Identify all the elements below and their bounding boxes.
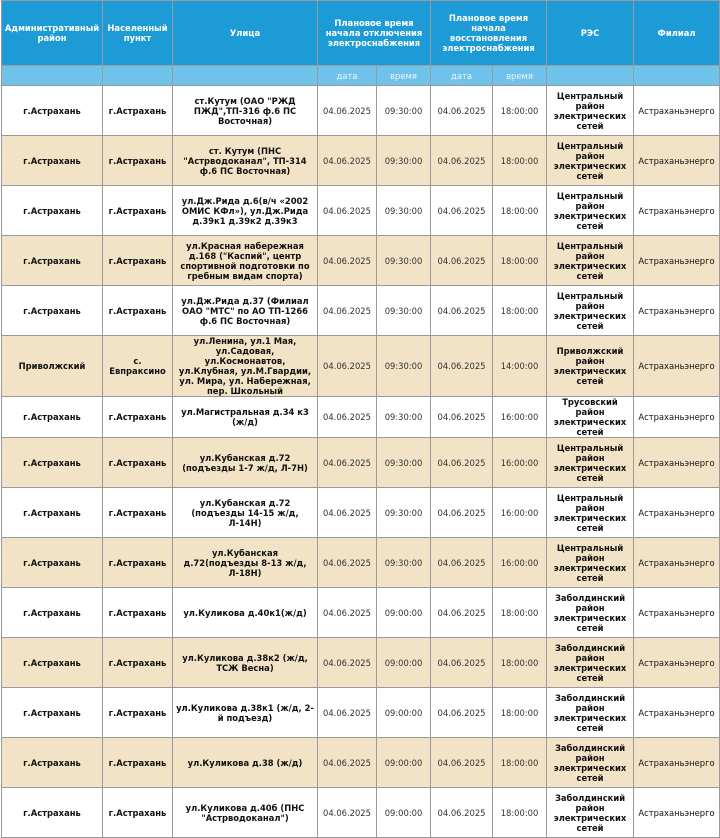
cell-street: ул.Куликова д.38 (ж/д): [173, 738, 318, 788]
cell-end-time: 18:00:00: [493, 688, 547, 738]
cell-district: г.Астрахань: [2, 538, 103, 588]
cell-res: Центральный район электрических сетей: [547, 236, 634, 286]
cell-branch: Астраханьэнерго: [634, 638, 720, 688]
cell-start-date: 04.06.2025: [318, 86, 377, 136]
cell-district: г.Астрахань: [2, 638, 103, 688]
table-row: [2, 286, 720, 336]
cell-start-time: 09:00:00: [377, 738, 431, 788]
cell-settlement: г.Астрахань: [103, 588, 173, 638]
cell-district: г.Астрахань: [2, 438, 103, 488]
cell-street: ул.Куликова д.40к1(ж/д): [173, 588, 318, 638]
table-row: [2, 397, 720, 438]
cell-end-time: 18:00:00: [493, 588, 547, 638]
cell-settlement: г.Астрахань: [103, 397, 173, 438]
subheader-empty: [2, 66, 103, 86]
cell-district: г.Астрахань: [2, 397, 103, 438]
cell-res: Заболдинский район электрических сетей: [547, 788, 634, 838]
cell-end-date: 04.06.2025: [431, 136, 493, 186]
subheader-empty: [173, 66, 318, 86]
cell-end-date: 04.06.2025: [431, 488, 493, 538]
cell-branch: Астраханьэнерго: [634, 136, 720, 186]
cell-settlement: г.Астрахань: [103, 438, 173, 488]
cell-branch: Астраханьэнерго: [634, 236, 720, 286]
cell-end-time: 14:00:00: [493, 336, 547, 397]
cell-settlement: г.Астрахань: [103, 638, 173, 688]
cell-branch: Астраханьэнерго: [634, 286, 720, 336]
cell-street: ул.Куликова д.38к2 (ж/д, ТСЖ Весна): [173, 638, 318, 688]
cell-start-date: 04.06.2025: [318, 788, 377, 838]
cell-branch: Астраханьэнерго: [634, 186, 720, 236]
cell-branch: Астраханьэнерго: [634, 86, 720, 136]
cell-settlement: г.Астрахань: [103, 738, 173, 788]
cell-street: ул.Куликова д.40б (ПНС "Астрводоканал"): [173, 788, 318, 838]
cell-settlement: с. Евпраксино: [103, 336, 173, 397]
cell-res: Приволжский район электрических сетей: [547, 336, 634, 397]
header-res: РЭС: [547, 1, 634, 66]
cell-res: Центральный район электрических сетей: [547, 538, 634, 588]
cell-branch: Астраханьэнерго: [634, 397, 720, 438]
cell-end-date: 04.06.2025: [431, 86, 493, 136]
cell-district: г.Астрахань: [2, 488, 103, 538]
cell-end-date: 04.06.2025: [431, 538, 493, 588]
table-row: [2, 336, 720, 397]
cell-end-time: 16:00:00: [493, 538, 547, 588]
subheader-empty: [634, 66, 720, 86]
cell-end-date: 04.06.2025: [431, 638, 493, 688]
cell-district: г.Астрахань: [2, 788, 103, 838]
cell-res: Центральный район электрических сетей: [547, 438, 634, 488]
cell-end-time: 18:00:00: [493, 186, 547, 236]
cell-branch: Астраханьэнерго: [634, 788, 720, 838]
cell-end-time: 18:00:00: [493, 236, 547, 286]
subheader-start-time: время: [377, 66, 431, 86]
cell-end-time: 18:00:00: [493, 136, 547, 186]
cell-start-time: 09:30:00: [377, 397, 431, 438]
cell-end-time: 18:00:00: [493, 788, 547, 838]
cell-start-time: 09:30:00: [377, 488, 431, 538]
cell-start-time: 09:00:00: [377, 688, 431, 738]
cell-settlement: г.Астрахань: [103, 488, 173, 538]
cell-end-time: 18:00:00: [493, 86, 547, 136]
cell-district: г.Астрахань: [2, 236, 103, 286]
cell-settlement: г.Астрахань: [103, 136, 173, 186]
cell-end-time: 16:00:00: [493, 438, 547, 488]
cell-end-time: 16:00:00: [493, 488, 547, 538]
cell-branch: Астраханьэнерго: [634, 438, 720, 488]
table-row: [2, 136, 720, 186]
cell-end-date: 04.06.2025: [431, 688, 493, 738]
cell-district: г.Астрахань: [2, 588, 103, 638]
subheader-row: [2, 66, 720, 86]
cell-street: ул.Дж.Рида д.6(в/ч «2002 ОМИС КФл»), ул.Дж.Рида д.39к1 д.39к2 д.39к3: [173, 186, 318, 236]
cell-end-time: 18:00:00: [493, 638, 547, 688]
cell-start-time: 09:30:00: [377, 538, 431, 588]
cell-end-date: 04.06.2025: [431, 738, 493, 788]
cell-start-time: 09:30:00: [377, 438, 431, 488]
cell-start-time: 09:30:00: [377, 136, 431, 186]
table-row: [2, 638, 720, 688]
outage-table: [1, 0, 720, 838]
cell-street: ул.Дж.Рида д.37 (Филиал ОАО "МТС" по АО ТП-1266 ф.6 ПС Восточная): [173, 286, 318, 336]
cell-street: ул.Магистральная д.34 к3 (ж/д): [173, 397, 318, 438]
cell-start-date: 04.06.2025: [318, 236, 377, 286]
cell-branch: Астраханьэнерго: [634, 488, 720, 538]
cell-start-date: 04.06.2025: [318, 538, 377, 588]
cell-district: г.Астрахань: [2, 688, 103, 738]
table-row: [2, 186, 720, 236]
cell-end-time: 18:00:00: [493, 286, 547, 336]
cell-start-time: 09:00:00: [377, 788, 431, 838]
subheader-end-time: время: [493, 66, 547, 86]
cell-start-date: 04.06.2025: [318, 638, 377, 688]
table-row: [2, 738, 720, 788]
cell-branch: Астраханьэнерго: [634, 688, 720, 738]
cell-res: Трусовский район электрических сетей: [547, 397, 634, 438]
cell-branch: Астраханьэнерго: [634, 588, 720, 638]
header-start: Плановое время начала отключения электроснабжения: [318, 1, 431, 66]
cell-end-time: 16:00:00: [493, 397, 547, 438]
cell-district: г.Астрахань: [2, 286, 103, 336]
cell-district: Приволжский: [2, 336, 103, 397]
cell-res: Заболдинский район электрических сетей: [547, 588, 634, 638]
cell-street: ул.Кубанская д.72 (подъезды 1-7 ж/д, Л-7Н): [173, 438, 318, 488]
cell-branch: Астраханьэнерго: [634, 738, 720, 788]
cell-start-time: 09:00:00: [377, 588, 431, 638]
cell-district: г.Астрахань: [2, 738, 103, 788]
cell-res: Заболдинский район электрических сетей: [547, 688, 634, 738]
header-restore: Плановое время начала восстановления электроснабжения: [431, 1, 547, 66]
table-row: [2, 588, 720, 638]
cell-end-date: 04.06.2025: [431, 236, 493, 286]
subheader-start-date: дата: [318, 66, 377, 86]
cell-branch: Астраханьэнерго: [634, 336, 720, 397]
cell-branch: Астраханьэнерго: [634, 538, 720, 588]
cell-res: Центральный район электрических сетей: [547, 186, 634, 236]
cell-start-time: 09:30:00: [377, 286, 431, 336]
cell-res: Заболдинский район электрических сетей: [547, 638, 634, 688]
cell-start-date: 04.06.2025: [318, 738, 377, 788]
cell-street: ул.Красная набережная д.168 ("Каспий", центр спортивной подготовки по гребным видам спорта): [173, 236, 318, 286]
cell-start-date: 04.06.2025: [318, 488, 377, 538]
subheader-empty: [547, 66, 634, 86]
cell-street: ст. Кутум (ПНС "Астрводоканал", ТП-314 ф.6 ПС Восточная): [173, 136, 318, 186]
cell-settlement: г.Астрахань: [103, 688, 173, 738]
cell-start-time: 09:30:00: [377, 336, 431, 397]
table-row: [2, 688, 720, 738]
cell-street: ул.Куликова д.38к1 (ж/д, 2-й подъезд): [173, 688, 318, 738]
cell-start-date: 04.06.2025: [318, 186, 377, 236]
cell-settlement: г.Астрахань: [103, 86, 173, 136]
cell-street: ул.Кубанская д.72(подъезды 8-13 ж/д, Л-18Н): [173, 538, 318, 588]
subheader-empty: [103, 66, 173, 86]
cell-start-date: 04.06.2025: [318, 438, 377, 488]
cell-res: Центральный район электрических сетей: [547, 86, 634, 136]
cell-start-time: 09:30:00: [377, 86, 431, 136]
table-row: [2, 236, 720, 286]
cell-street: ул.Ленина, ул.1 Мая, ул.Садовая, ул.Космонавтов, ул.Клубная, ул.М.Гвардии, ул. Мира, ул. Набережная, пер. Школьный: [173, 336, 318, 397]
cell-res: Заболдинский район электрических сетей: [547, 738, 634, 788]
table-row: [2, 86, 720, 136]
cell-start-date: 04.06.2025: [318, 136, 377, 186]
header-street: Улица: [173, 1, 318, 66]
cell-district: г.Астрахань: [2, 86, 103, 136]
header-settlement: Населенный пункт: [103, 1, 173, 66]
cell-start-date: 04.06.2025: [318, 336, 377, 397]
cell-district: г.Астрахань: [2, 186, 103, 236]
cell-settlement: г.Астрахань: [103, 538, 173, 588]
table-row: [2, 538, 720, 588]
subheader-end-date: дата: [431, 66, 493, 86]
cell-street: ул.Кубанская д.72 (подъезды 14-15 ж/д, Л-14Н): [173, 488, 318, 538]
header-row: [2, 1, 720, 66]
header-district: Административный район: [2, 1, 103, 66]
table-row: [2, 488, 720, 538]
header-branch: Филиал: [634, 1, 720, 66]
table-row: [2, 438, 720, 488]
cell-res: Центральный район электрических сетей: [547, 488, 634, 538]
cell-end-date: 04.06.2025: [431, 588, 493, 638]
cell-street: ст.Кутум (ОАО "РЖД ПЖД",ТП-316 ф.6 ПС Восточная): [173, 86, 318, 136]
cell-settlement: г.Астрахань: [103, 186, 173, 236]
cell-settlement: г.Астрахань: [103, 788, 173, 838]
cell-start-time: 09:30:00: [377, 186, 431, 236]
cell-settlement: г.Астрахань: [103, 236, 173, 286]
cell-district: г.Астрахань: [2, 136, 103, 186]
table-row: [2, 788, 720, 838]
cell-start-date: 04.06.2025: [318, 286, 377, 336]
cell-end-date: 04.06.2025: [431, 438, 493, 488]
cell-start-date: 04.06.2025: [318, 688, 377, 738]
cell-end-date: 04.06.2025: [431, 336, 493, 397]
cell-res: Центральный район электрических сетей: [547, 286, 634, 336]
cell-res: Центральный район электрических сетей: [547, 136, 634, 186]
cell-end-date: 04.06.2025: [431, 286, 493, 336]
cell-start-date: 04.06.2025: [318, 397, 377, 438]
cell-end-date: 04.06.2025: [431, 788, 493, 838]
cell-end-time: 18:00:00: [493, 738, 547, 788]
cell-end-date: 04.06.2025: [431, 397, 493, 438]
cell-end-date: 04.06.2025: [431, 186, 493, 236]
cell-start-time: 09:00:00: [377, 638, 431, 688]
cell-start-time: 09:30:00: [377, 236, 431, 286]
cell-start-date: 04.06.2025: [318, 588, 377, 638]
cell-settlement: г.Астрахань: [103, 286, 173, 336]
